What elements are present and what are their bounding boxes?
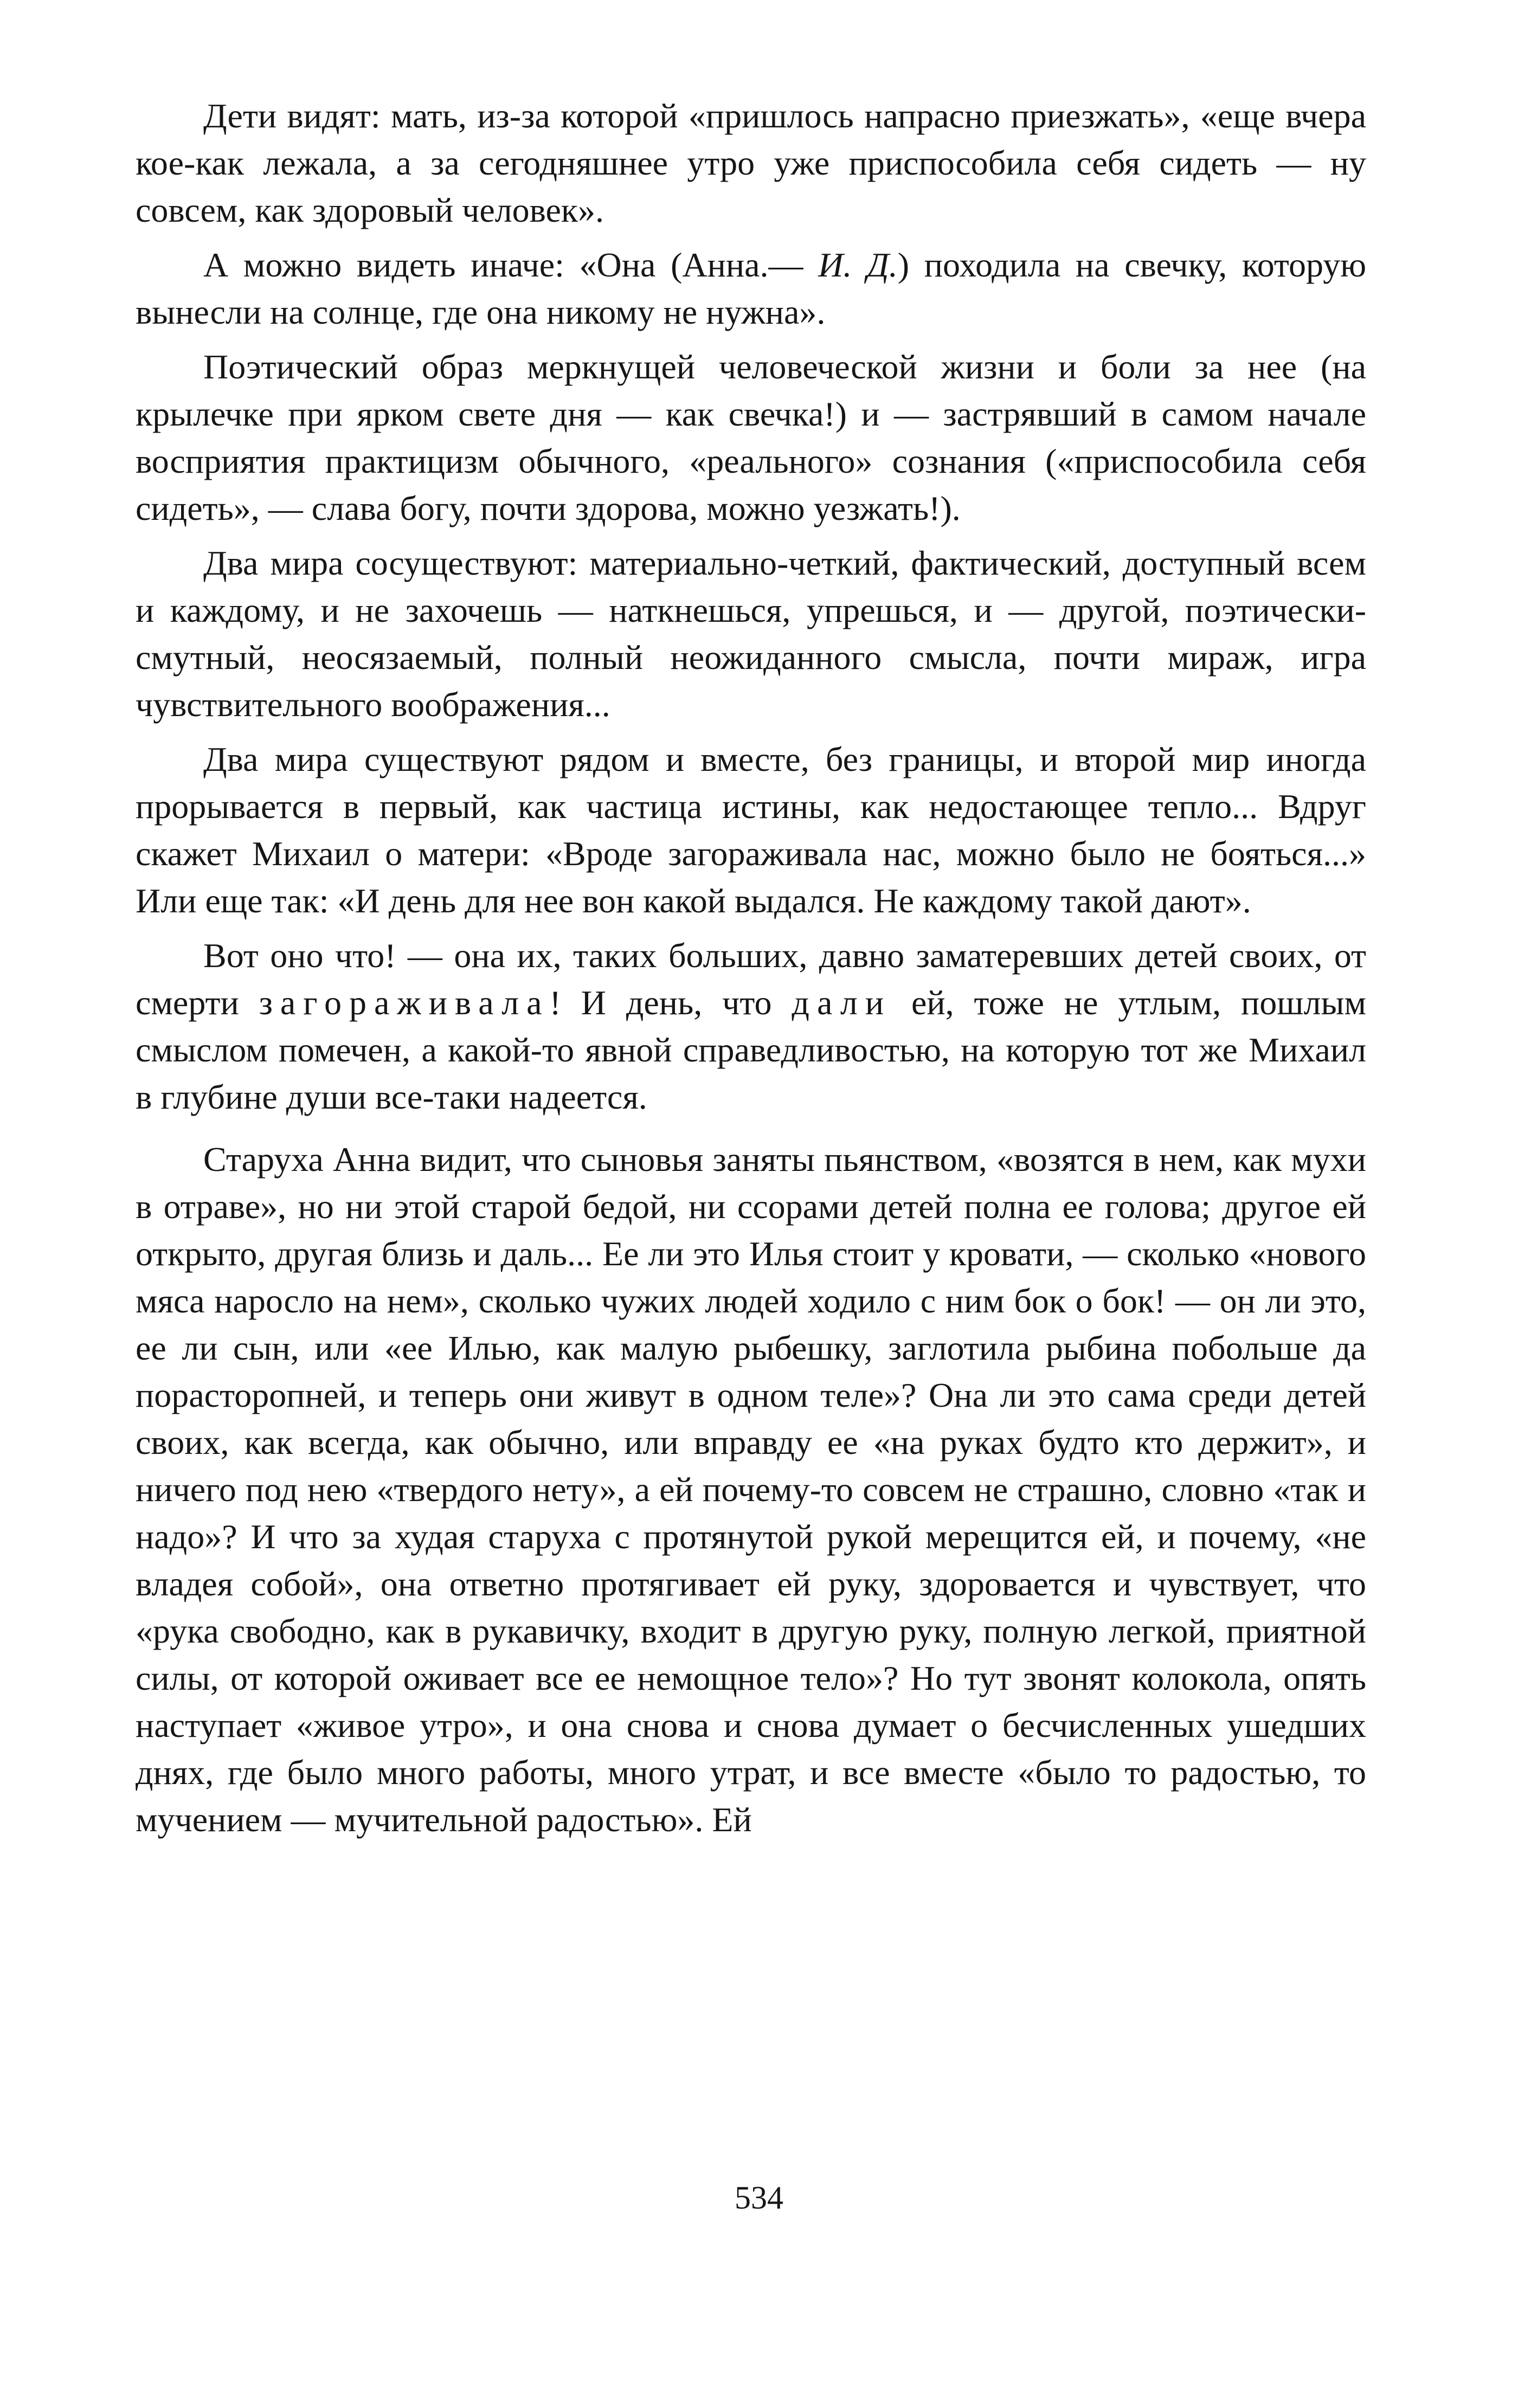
page-number: 534 (735, 2180, 783, 2216)
page-body (136, 92, 1366, 1851)
paragraph-1: Дети видят: мать, из-за которой «пришлось напрасно приезжать», «еще вчера кое-как лежала, а за сегодняшнее утро уже приспособила себя сидеть — ну совсем, как здоровый человек». (136, 96, 1366, 229)
author-initials: И. Д. (818, 246, 898, 284)
spaced-emphasis: загораживала (259, 983, 550, 1022)
paragraph-5: Два мира существуют рядом и вместе, без границы, и второй мир иногда прорывается в первый, как частица истины, как недостающее тепло... Вдруг скажет Михаил о матери: «Вроде загораживала нас, можно было не бояться...» Или еще так: «И день для нее вон какой выдался. Не каждому такой дают». (136, 740, 1366, 920)
paragraph-7: Старуха Анна видит, что сыновья заняты пьянством, «возятся в нем, как мухи в отраве», но ни этой старой бедой, ни ссорами детей полна ее голова; другое ей открыто, другая близь и даль... Ее ли это Илья стоит у кровати, — сколько «нового мяса наросло на нем», сколько чужих людей ходило с ним бок о бок! — он ли это, ее ли сын, или «ее Илью, как малую рыбешку, заглотила рыбина побольше да порасторопней, и теперь они живут в одном теле»? Она ли это сама среди детей своих, как всегда, как обычно, или вправду ее «на руках будто кто держит», и ничего под нею «твердого нету», а ей почему-то совсем не страшно, словно «так и надо»? И что за худая старуха с протянутой рукой мерещится ей, и почему, «не владея собой», она ответно протягивает ей руку, здоровается и чувствует, что «рука свободно, как в рукавичку, входит в другую руку, полную легкой, приятной силы, от которой оживает все ее немощное тело»? Но тут звонят колокола, опять наступает «живое утро», и она снова и снова думает о бесчисленных ушедших днях, где было много работы, много утрат, и все вместе «было то радостью, то мучением — мучительной радостью». Ей (136, 1140, 1366, 1839)
paragraph-3: Поэтический образ меркнущей человеческой жизни и боли за нее (на крылечке при ярком свете дня — как свечка!) и — застрявший в самом начале восприятия практицизм обычного, «реального» сознания («приспособила себя сидеть», — слава богу, почти здорова, можно уезжать!). (136, 347, 1366, 527)
spaced-emphasis: дали (792, 983, 892, 1022)
paragraph-6: Вот оно что! — она их, таких больших, давно заматеревших детей своих, от смерти загораживала! И день, что дали ей, тоже не утлым, пошлым смыслом помечен, а какой-то явной справедливостью, на которую тот же Михаил в глубине души все-таки надеется. (136, 936, 1367, 1116)
paragraph-4: Два мира сосуществуют: материально-четкий, фактический, доступный всем и каждому, и не захочешь — наткнешься, упрешься, и — другой, поэтически-смутный, неосязаемый, полный неожиданного смысла, почти мираж, игра чувствительного воображения... (136, 544, 1366, 724)
paragraph-2: А можно видеть иначе: «Она (Анна.— И. Д.) походила на свечку, которую вынесли на солнце, где она никому не нужна». (136, 246, 1366, 331)
